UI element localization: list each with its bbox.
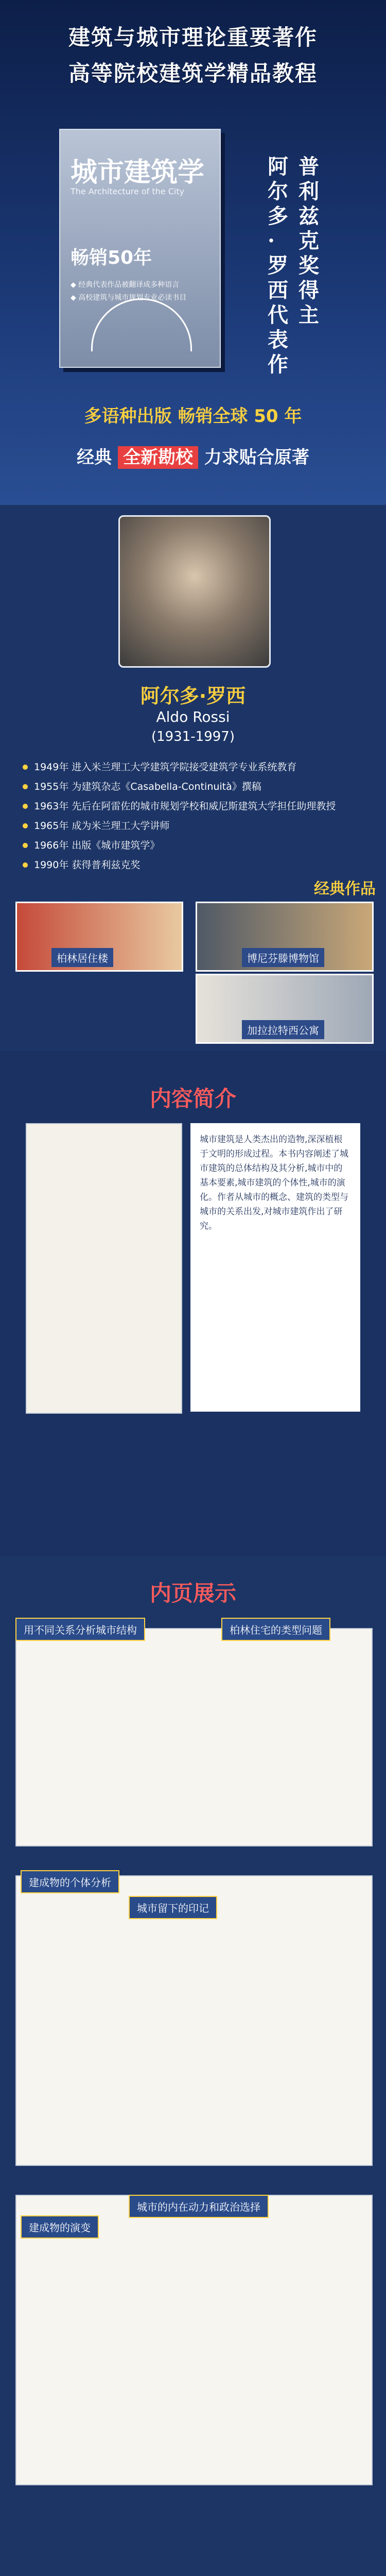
timeline-item: 1990年 获得普利兹克奖 <box>21 855 365 875</box>
photo-caption-gallaratese: 加拉拉特西公寓 <box>242 1020 324 1039</box>
book-title: 城市建筑学 <box>71 157 205 188</box>
hero-banner <box>0 0 386 505</box>
photo-caption-bonnefanten: 博尼芬滕博物馆 <box>242 948 324 967</box>
tagline: 多语种出版 畅销全球 50 年 <box>84 406 302 427</box>
vertical-author: 阿尔多·罗西代表作 <box>268 155 288 377</box>
tag2-a: 经典 <box>77 447 112 468</box>
page-caption-5: 建成物的演变 <box>21 2215 99 2239</box>
page-caption-1: 用不同关系分析城市结构 <box>15 1618 145 1641</box>
author-section <box>0 505 386 1051</box>
book-feature-1: ◆ 经典代表作品被翻译成多种语言 <box>71 281 180 289</box>
author-name: 阿尔多·罗西 <box>140 685 246 707</box>
tagline-2 <box>0 443 386 468</box>
timeline-item: 1955年 为建筑杂志《Casabella-Continuità》撰稿 <box>21 777 365 796</box>
intro-section <box>0 1051 386 1556</box>
timeline-item: 1963年 先后在阿雷佐的城市规划学校和威尼斯建筑大学担任助理教授 <box>21 796 365 816</box>
book-feature-2: ◆ 高校建筑与城市规划专业必读书目 <box>71 294 187 302</box>
works-tag: 经典作品 <box>314 880 376 898</box>
pages-title: 内页展示 <box>149 1581 236 1606</box>
author-timeline <box>21 757 365 875</box>
author-english-name: Aldo Rossi <box>156 708 230 725</box>
headline-2: 高等院校建筑学精品教程 <box>68 61 318 86</box>
headline-1: 建筑与城市理论重要著作 <box>68 25 318 50</box>
page-caption-2: 柏林住宅的类型问题 <box>221 1618 330 1641</box>
vertical-award: 普利兹克奖得主 <box>299 155 319 327</box>
page-caption-4: 城市留下的印记 <box>129 1896 217 1919</box>
page-spread-1 <box>15 1628 373 1846</box>
timeline-item: 1966年 出版《城市建筑学》 <box>21 836 365 855</box>
author-dates: (1931-1997) <box>151 729 235 744</box>
photo-caption-berlin: 柏林居住楼 <box>51 948 113 967</box>
tag2-b: 力求贴合原著 <box>204 447 309 468</box>
intro-title: 内容简介 <box>149 1086 236 1111</box>
intro-text: 城市建筑是人类杰出的造物,深深植根于文明的形成过程。本书内容阐述了城市建筑的总体结构及其分析,城市中的基本要素,城市建筑的个体性,城市的演化。作者从城市的概念、建筑的类型与城市的关系出发,对城市建筑作出了研究。 <box>190 1123 360 1412</box>
page-caption-6: 城市的内在动力和政治选择 <box>129 2195 269 2218</box>
book-cover <box>59 129 221 368</box>
book-years: 畅销50年 <box>71 247 152 268</box>
intro-page-image <box>26 1123 182 1414</box>
page-caption-3: 建成物的个体分析 <box>21 1870 119 1893</box>
book-english-title: The Architecture of the City <box>71 187 185 196</box>
timeline-item: 1965年 成为米兰理工大学讲师 <box>21 816 365 836</box>
tag2-highlight: 全新勘校 <box>118 446 198 469</box>
timeline-item: 1949年 进入米兰理工大学建筑学院接受建筑学专业系统教育 <box>21 757 365 777</box>
pages-section <box>0 1556 386 2576</box>
arch-illustration <box>91 298 192 351</box>
author-portrait <box>118 515 271 668</box>
